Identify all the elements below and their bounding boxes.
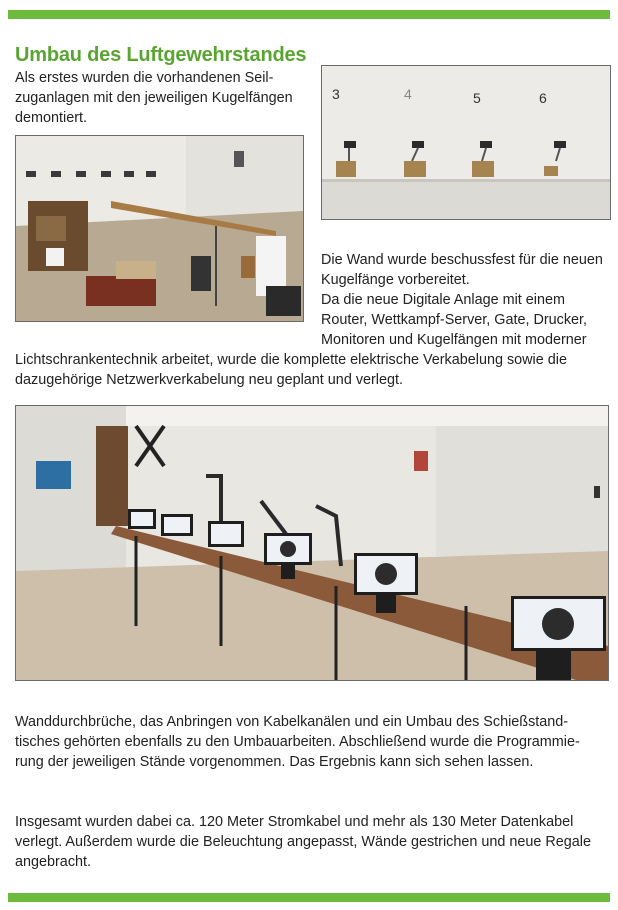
wall-line: Kugelfänge vorbereitet.: [321, 272, 470, 288]
wall-text: [321, 250, 611, 350]
wall-line: Die Wand wurde beschussfest für die neuen: [321, 252, 603, 268]
lane-number: 3: [332, 86, 340, 102]
wall-line: Da die neue Digitale Anlage mit einem: [321, 292, 565, 308]
photo-dismantled-range: [15, 135, 304, 322]
paragraph-line: Wanddurchbrüche, das Anbringen von Kabelkanälen und ein Umbau des Schießstand-: [15, 714, 569, 730]
intro-line: Als erstes wurden die vorhandenen Seil-: [15, 70, 274, 86]
photo-finished-range: [15, 405, 609, 681]
top-accent-bar: [8, 10, 610, 19]
intro-line: demontiert.: [15, 110, 87, 126]
continued-line: Lichtschrankentechnik arbeitet, wurde die komplette elektrische Verkabelung sowie die: [15, 352, 567, 368]
paragraph-line: angebracht.: [15, 854, 92, 870]
continued-text: [15, 350, 613, 390]
photo-new-wall: [321, 65, 611, 220]
continued-line: dazugehörige Netzwerkverkabelung neu geplant und verlegt.: [15, 372, 404, 388]
page-title: Umbau des Luftgewehrstandes: [15, 44, 307, 66]
wall-line: Monitoren und Kugelfängen mit moderner: [321, 332, 587, 348]
intro-line: zuganlagen mit den jeweiligen Kugelfängen: [15, 90, 293, 106]
intro-text: [15, 68, 305, 128]
lane-number: 5: [473, 90, 481, 106]
paragraph-line: verlegt. Außerdem wurde die Beleuchtung angepasst, Wände gestrichen und neue Regale: [15, 834, 591, 850]
lane-number: 4: [404, 86, 412, 102]
paragraph-line: tisches gehörten ebenfalls zu den Umbauarbeiten. Abschließend wurde die Programmie-: [15, 734, 580, 750]
lane-number: 6: [539, 90, 547, 106]
bottom-accent-bar: [8, 893, 610, 902]
paragraph-summary: [15, 812, 613, 872]
paragraph-line: rung der jeweiligen Stände vorgenommen. Das Ergebnis kann sich sehen lassen.: [15, 754, 534, 770]
paragraph-line: Insgesamt wurden dabei ca. 120 Meter Stromkabel und mehr als 130 Meter Datenkabel: [15, 814, 574, 830]
paragraph-renovation: [15, 712, 613, 772]
wall-line: Router, Wettkampf-Server, Gate, Drucker,: [321, 312, 588, 328]
